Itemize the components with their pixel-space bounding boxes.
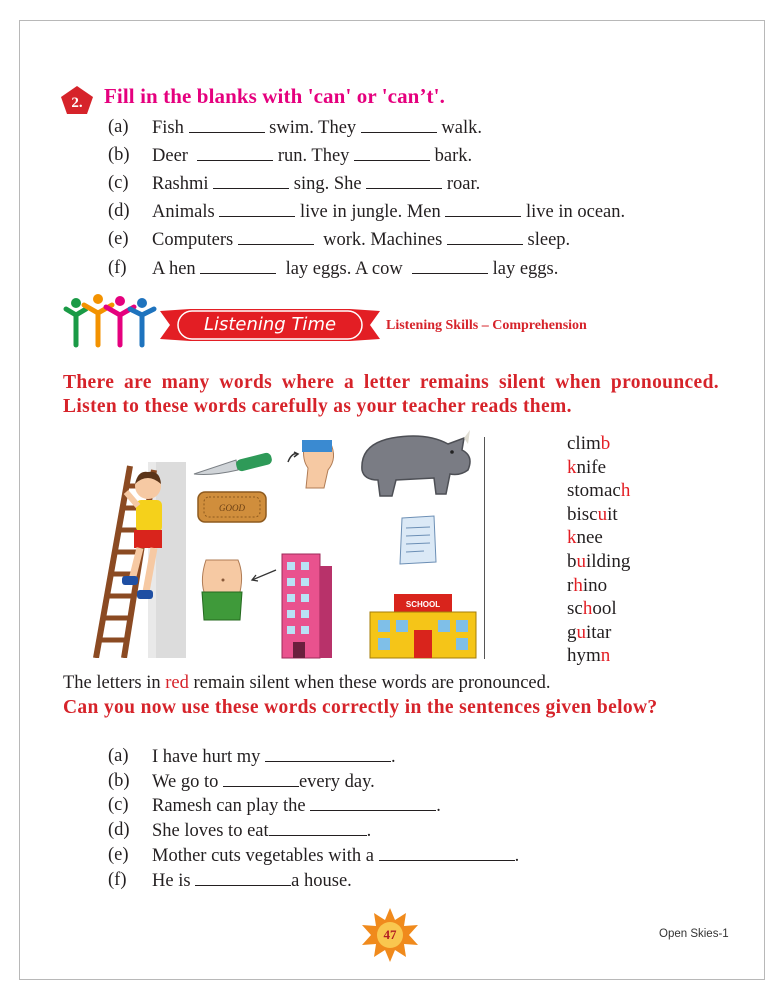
stomach-illustration [196,558,278,624]
silent-letter: n [600,645,611,667]
svg-text:GOOD: GOOD [219,503,245,513]
silent-letter: u [576,621,586,643]
listening-time-title: Listening Time [203,314,337,335]
section-number-badge [60,85,94,115]
blank [412,256,488,274]
blank [361,115,437,133]
silent-letter: h [620,480,631,502]
biscuit-illustration [196,490,268,524]
silent-word: rhino [567,574,608,596]
silent-word: guitar [567,621,612,643]
blank [189,115,265,133]
rhino-illustration [356,430,474,498]
silent-letter: b [600,433,611,454]
silent-word: climb [567,433,611,454]
paper-sheet-illustration [396,514,440,566]
blank [213,171,289,189]
silent-letter: k [567,456,577,478]
section-title: Fill in the blanks with 'can' or 'can’t'. [104,84,445,108]
blank [445,199,521,217]
knife-illustration [192,446,274,480]
blank [195,868,291,886]
blank [197,143,273,161]
blank [366,171,442,189]
blank [265,744,391,762]
boy-climbing-ladder-illustration [86,462,186,658]
people-logo-icon [62,293,158,349]
silent-word: building [567,551,631,572]
silent-letter: u [576,551,586,572]
school-building-illustration [366,592,480,660]
divider-line [484,437,485,659]
blank [379,843,515,861]
silent-word: hymn [567,645,611,667]
silent-letter: k [567,527,577,549]
silent-letters-note: The letters in red remain silent when these words are pronounced. [63,673,551,693]
blank [269,818,367,836]
blank [354,143,430,161]
silent-word: knife [567,456,607,478]
blank [200,256,276,274]
blank [310,793,436,811]
silent-letter: h [573,574,583,596]
blank [223,769,299,787]
silent-letter: u [597,503,608,525]
question-text: Can you now use these words correctly in the sentences given below? [63,697,658,718]
blank [447,227,523,245]
footer-book-title: Open Skies-1 [659,928,729,940]
blank [238,227,314,245]
building-illustration [278,550,336,660]
silent-word: stomach [567,480,631,502]
listening-subtitle: Listening Skills – Comprehension [386,318,587,333]
silent-word: biscuit [567,503,618,525]
svg-text:2.: 2. [71,95,83,111]
blank [219,199,295,217]
silent-word: school [567,598,617,620]
silent-letter: h [582,598,593,620]
svg-text:SCHOOL: SCHOOL [405,600,441,609]
silent-word: knee [567,527,603,549]
knee-illustration [282,440,340,490]
page-number: 47 [383,927,397,942]
instruction-text: There are many words where a letter remains silent when pronounced. Listen to these words carefully as your teacher reads them. [63,372,719,417]
